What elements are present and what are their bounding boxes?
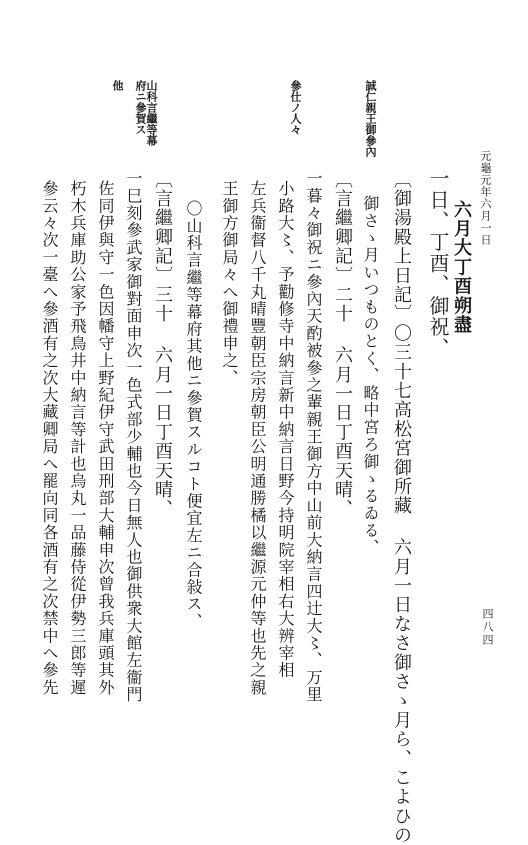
- text-column-11: 〔言繼卿記〕三十 六月一日丁酉天晴、: [152, 170, 173, 519]
- text-column-12: 一巳刻參武家御對面申次一色式部少輔也今日無人也御供衆大館左衞門: [124, 170, 143, 704]
- text-column-5: 〔言繼卿記〕二十 六月一日丁酉天晴、: [332, 170, 353, 519]
- text-column-9: 王御方御局々へ御禮申之、: [220, 180, 239, 387]
- text-column-7: 小路大〻、予勸修寺中納言新中納言日野今持明院宰相右大辨宰相: [276, 180, 295, 679]
- running-head: 元龜元年六月一日: [479, 150, 492, 246]
- text-column-8: 左兵衞督八千丸晴豐朝臣宗房朝臣公明通勝橘以繼源元仲等也先之親: [248, 180, 267, 696]
- margin-note-shogunate-visit: 山科言繼等幕府ニ參賀ス: [134, 80, 158, 146]
- margin-note-other: 他: [111, 80, 124, 91]
- page-number: 四八四: [481, 608, 494, 647]
- text-column-10: 〇山科言繼等幕府其他ニ參賀スルコト便宜左ニ合敍ス、: [184, 200, 203, 630]
- text-column-2: 六月大丁酉朔盡: [451, 200, 472, 335]
- text-column-6: 一暮々御祝ニ參內天酌被參之輩親王御方中山前大納言四辻大〻、万里: [304, 170, 323, 704]
- margin-note-attendees: 參仕ノ人々: [289, 80, 302, 135]
- text-column-13: 佐同伊與守一色因幡守上野紀伊守武田刑部大輔申次曾我兵庫頭其外: [96, 180, 115, 696]
- text-column-3: 〔御湯殿上日記〕〇三十七高松宮御所藏 六月一日なさ御さゝ月ら、こよひの: [391, 170, 412, 845]
- margin-note-imperial-visit: 誠仁親王御參內: [364, 80, 377, 157]
- text-column-14: 朽木兵庫助公家予飛鳥井中納言等計也烏丸一品藤侍從伊勢三郎等遲: [68, 180, 87, 696]
- text-column-15: 參云々次一臺へ參酒有之次大藏卿局へ罷向同各酒有之次禁中へ參先: [40, 180, 59, 696]
- text-column-4: 御さゝ月いつものとく、略中宮ろ御ゝるゐる、: [361, 195, 380, 557]
- text-column-1: 一日、丁酉、御祝、: [426, 168, 450, 359]
